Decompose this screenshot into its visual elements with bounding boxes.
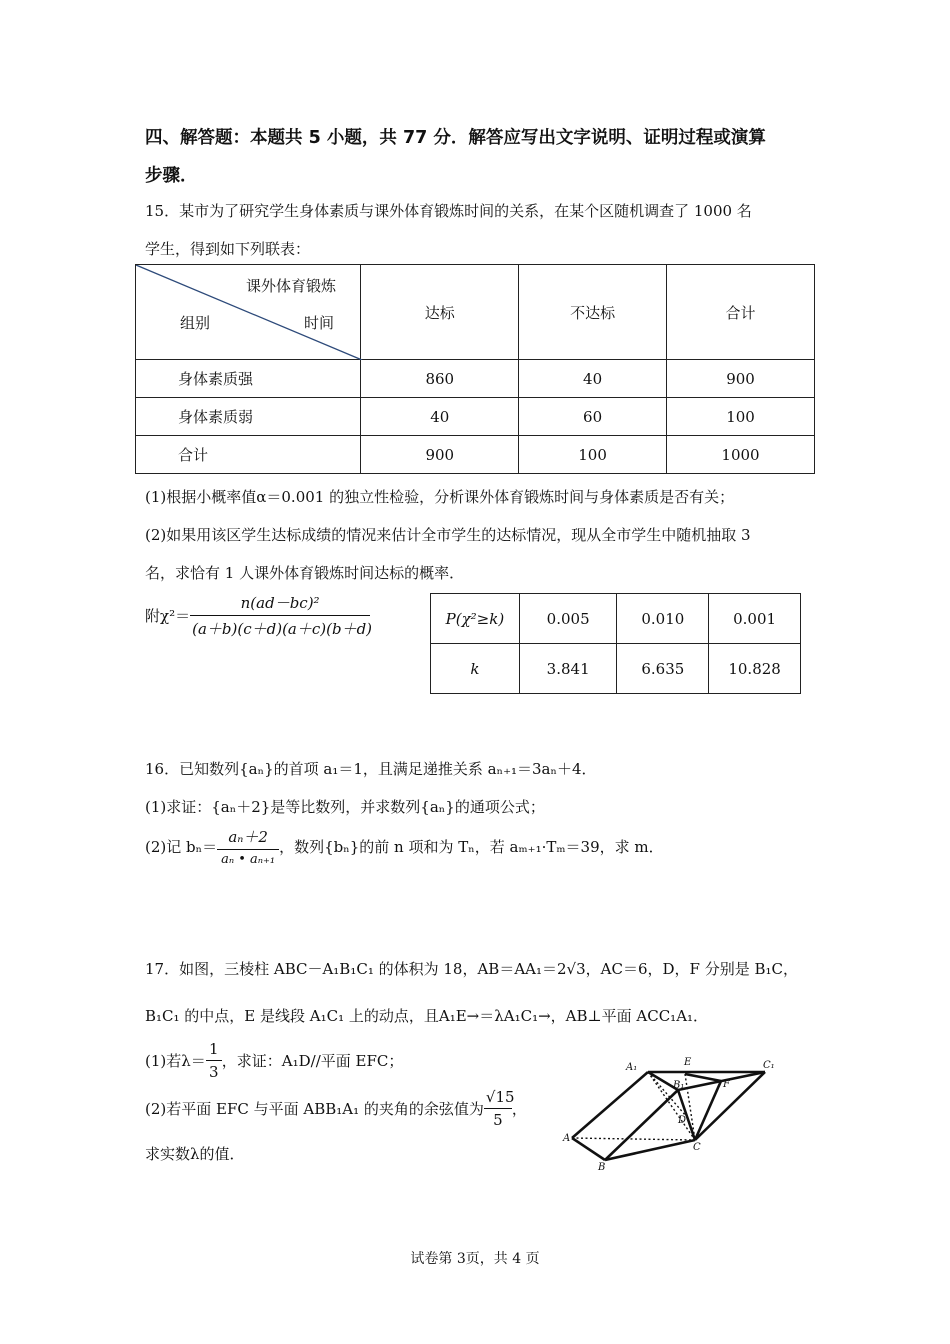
chi-square-formula: [145, 592, 373, 639]
formula-fraction: [190, 592, 373, 639]
row-label: 身体素质强: [136, 360, 361, 398]
col-header-fail: 不达标: [519, 265, 667, 360]
table-diagonal-header-cell: [136, 265, 361, 360]
table-cell: 0.005: [519, 594, 617, 644]
label-C1: C₁: [763, 1060, 775, 1071]
q15-intro-line2: 学生，得到如下列联表：: [145, 240, 311, 258]
q16-intro: 16．已知数列{aₙ}的首项 a₁＝1，且满足递推关系 aₙ₊₁＝3aₙ＋4．: [145, 760, 597, 778]
q16-part2-suffix: ，数列{bₙ}的前 n 项和为 Tₙ，若 aₘ₊₁·Tₘ＝39，求 m．: [279, 838, 664, 856]
q17-part1-frac-num: 1: [208, 1040, 219, 1058]
label-F: F: [723, 1079, 730, 1090]
formula-prefix: 附χ²＝: [145, 607, 191, 625]
q17-part1-frac-den: 3: [206, 1060, 222, 1081]
q17-part1: [145, 1040, 403, 1081]
header-diag-time: 时间: [304, 314, 335, 332]
label-A1: A₁: [626, 1062, 638, 1073]
q17-part2-frac-num: √15: [485, 1088, 515, 1106]
edge-BC: [605, 1140, 695, 1160]
table-cell: 10.828: [709, 644, 801, 694]
formula-numerator: n(ad－bc)²: [240, 594, 320, 612]
col-header-total: 合计: [667, 265, 815, 360]
q16-fraction: [217, 826, 279, 867]
table-cell: 40: [519, 360, 667, 398]
q16-fraction-den: aₙ • aₙ₊₁: [217, 849, 279, 867]
label-C: C: [693, 1142, 701, 1153]
q17-part2-frac-den: 5: [484, 1108, 512, 1129]
header-diag-top: 课外体育锻炼: [246, 277, 337, 295]
table-row: [136, 360, 815, 398]
q17-part2-fraction: [484, 1088, 515, 1129]
table-cell: 0.001: [709, 594, 801, 644]
table-cell: 100: [667, 398, 815, 436]
chi-row2-label: k: [431, 644, 520, 694]
contingency-table: [135, 264, 815, 474]
q17-part2: [145, 1088, 527, 1129]
q15-part1: (1)根据小概率值α＝0.001 的独立性检验，分析课外体育锻炼时间与身体素质是否有关；: [145, 488, 735, 506]
q17-part1-fraction: [206, 1040, 222, 1081]
label-D: D: [678, 1115, 687, 1126]
q15-part2-line1: (2)如果用该区学生达标成绩的情况来估计全市学生的达标情况，现从全市学生中随机抽取 3: [145, 526, 751, 544]
row-label: 合计: [136, 436, 361, 474]
label-B: B: [598, 1162, 606, 1173]
chi-square-critical-table: [430, 593, 801, 694]
q16-part2-prefix: (2)记 bₙ＝: [145, 838, 218, 856]
q17-line1: 17．如图，三棱柱 ABC－A₁B₁C₁ 的体积为 18，AB＝AA₁＝2√3，AC＝6，D，F 分别是 B₁C，: [145, 960, 798, 978]
q15-intro-line1: 15．某市为了研究学生身体素质与课外体育锻炼时间的关系，在某个区随机调查了 1000 名: [145, 202, 752, 220]
row-label: 身体素质弱: [136, 398, 361, 436]
table-cell: 1000: [667, 436, 815, 474]
edge-EC-hidden: [685, 1074, 695, 1140]
formula-denominator: (a＋b)(c＋d)(a＋c)(b＋d): [190, 615, 370, 639]
q17-line2: B₁C₁ 的中点，E 是线段 A₁C₁ 上的动点，且A₁E→＝λA₁C₁→，AB⊥平面 ACC₁A₁．: [145, 1007, 709, 1025]
edge-C1C: [695, 1072, 765, 1140]
table-cell: 60: [519, 398, 667, 436]
table-row: [136, 436, 815, 474]
col-header-pass: 达标: [361, 265, 519, 360]
table-cell: 3.841: [519, 644, 617, 694]
edge-AC-hidden: [572, 1138, 695, 1140]
table-cell: 900: [361, 436, 519, 474]
edge-A1C-hidden: [648, 1072, 695, 1140]
q16-fraction-num: aₙ＋2: [228, 828, 268, 846]
page-footer: 试卷第 3页，共 4 页: [410, 1251, 540, 1267]
table-cell: 0.010: [617, 594, 709, 644]
q17-part2-line2: 求实数λ的值．: [145, 1145, 245, 1163]
q17-part2-suffix: ，: [511, 1100, 527, 1118]
table-cell: 860: [361, 360, 519, 398]
table-cell: 6.635: [617, 644, 709, 694]
q17-part2-prefix: (2)若平面 EFC 与平面 ABB₁A₁ 的夹角的余弦值为: [145, 1100, 484, 1118]
header-diag-left: 组别: [180, 314, 211, 332]
q17-part1-prefix: (1)若λ＝: [145, 1052, 206, 1070]
prism-figure: [560, 1050, 790, 1175]
section-title-line2: 步骤．: [145, 166, 198, 186]
chi-row1-label: P(χ²≥k): [431, 594, 520, 644]
q15-part2-line2: 名，求恰有 1 人课外体育锻炼时间达标的概率．: [145, 564, 465, 582]
table-cell: 900: [667, 360, 815, 398]
label-A: A: [563, 1133, 571, 1144]
q16-part2: [145, 826, 664, 867]
edge-EF: [685, 1074, 721, 1081]
table-cell: 40: [361, 398, 519, 436]
edge-FC: [695, 1081, 721, 1140]
q17-part1-suffix: ，求证：A₁D//平面 EFC；: [221, 1052, 404, 1070]
table-cell: 100: [519, 436, 667, 474]
section-title-line1: 四、解答题：本题共 5 小题，共 77 分．解答应写出文字说明、证明过程或演算: [145, 128, 766, 148]
label-E: E: [684, 1057, 692, 1068]
table-row: [136, 398, 815, 436]
edge-AB: [572, 1138, 605, 1160]
label-B1: B₁: [673, 1080, 685, 1091]
q16-part1: (1)求证：{aₙ＋2}是等比数列，并求数列{aₙ}的通项公式；: [145, 798, 545, 816]
